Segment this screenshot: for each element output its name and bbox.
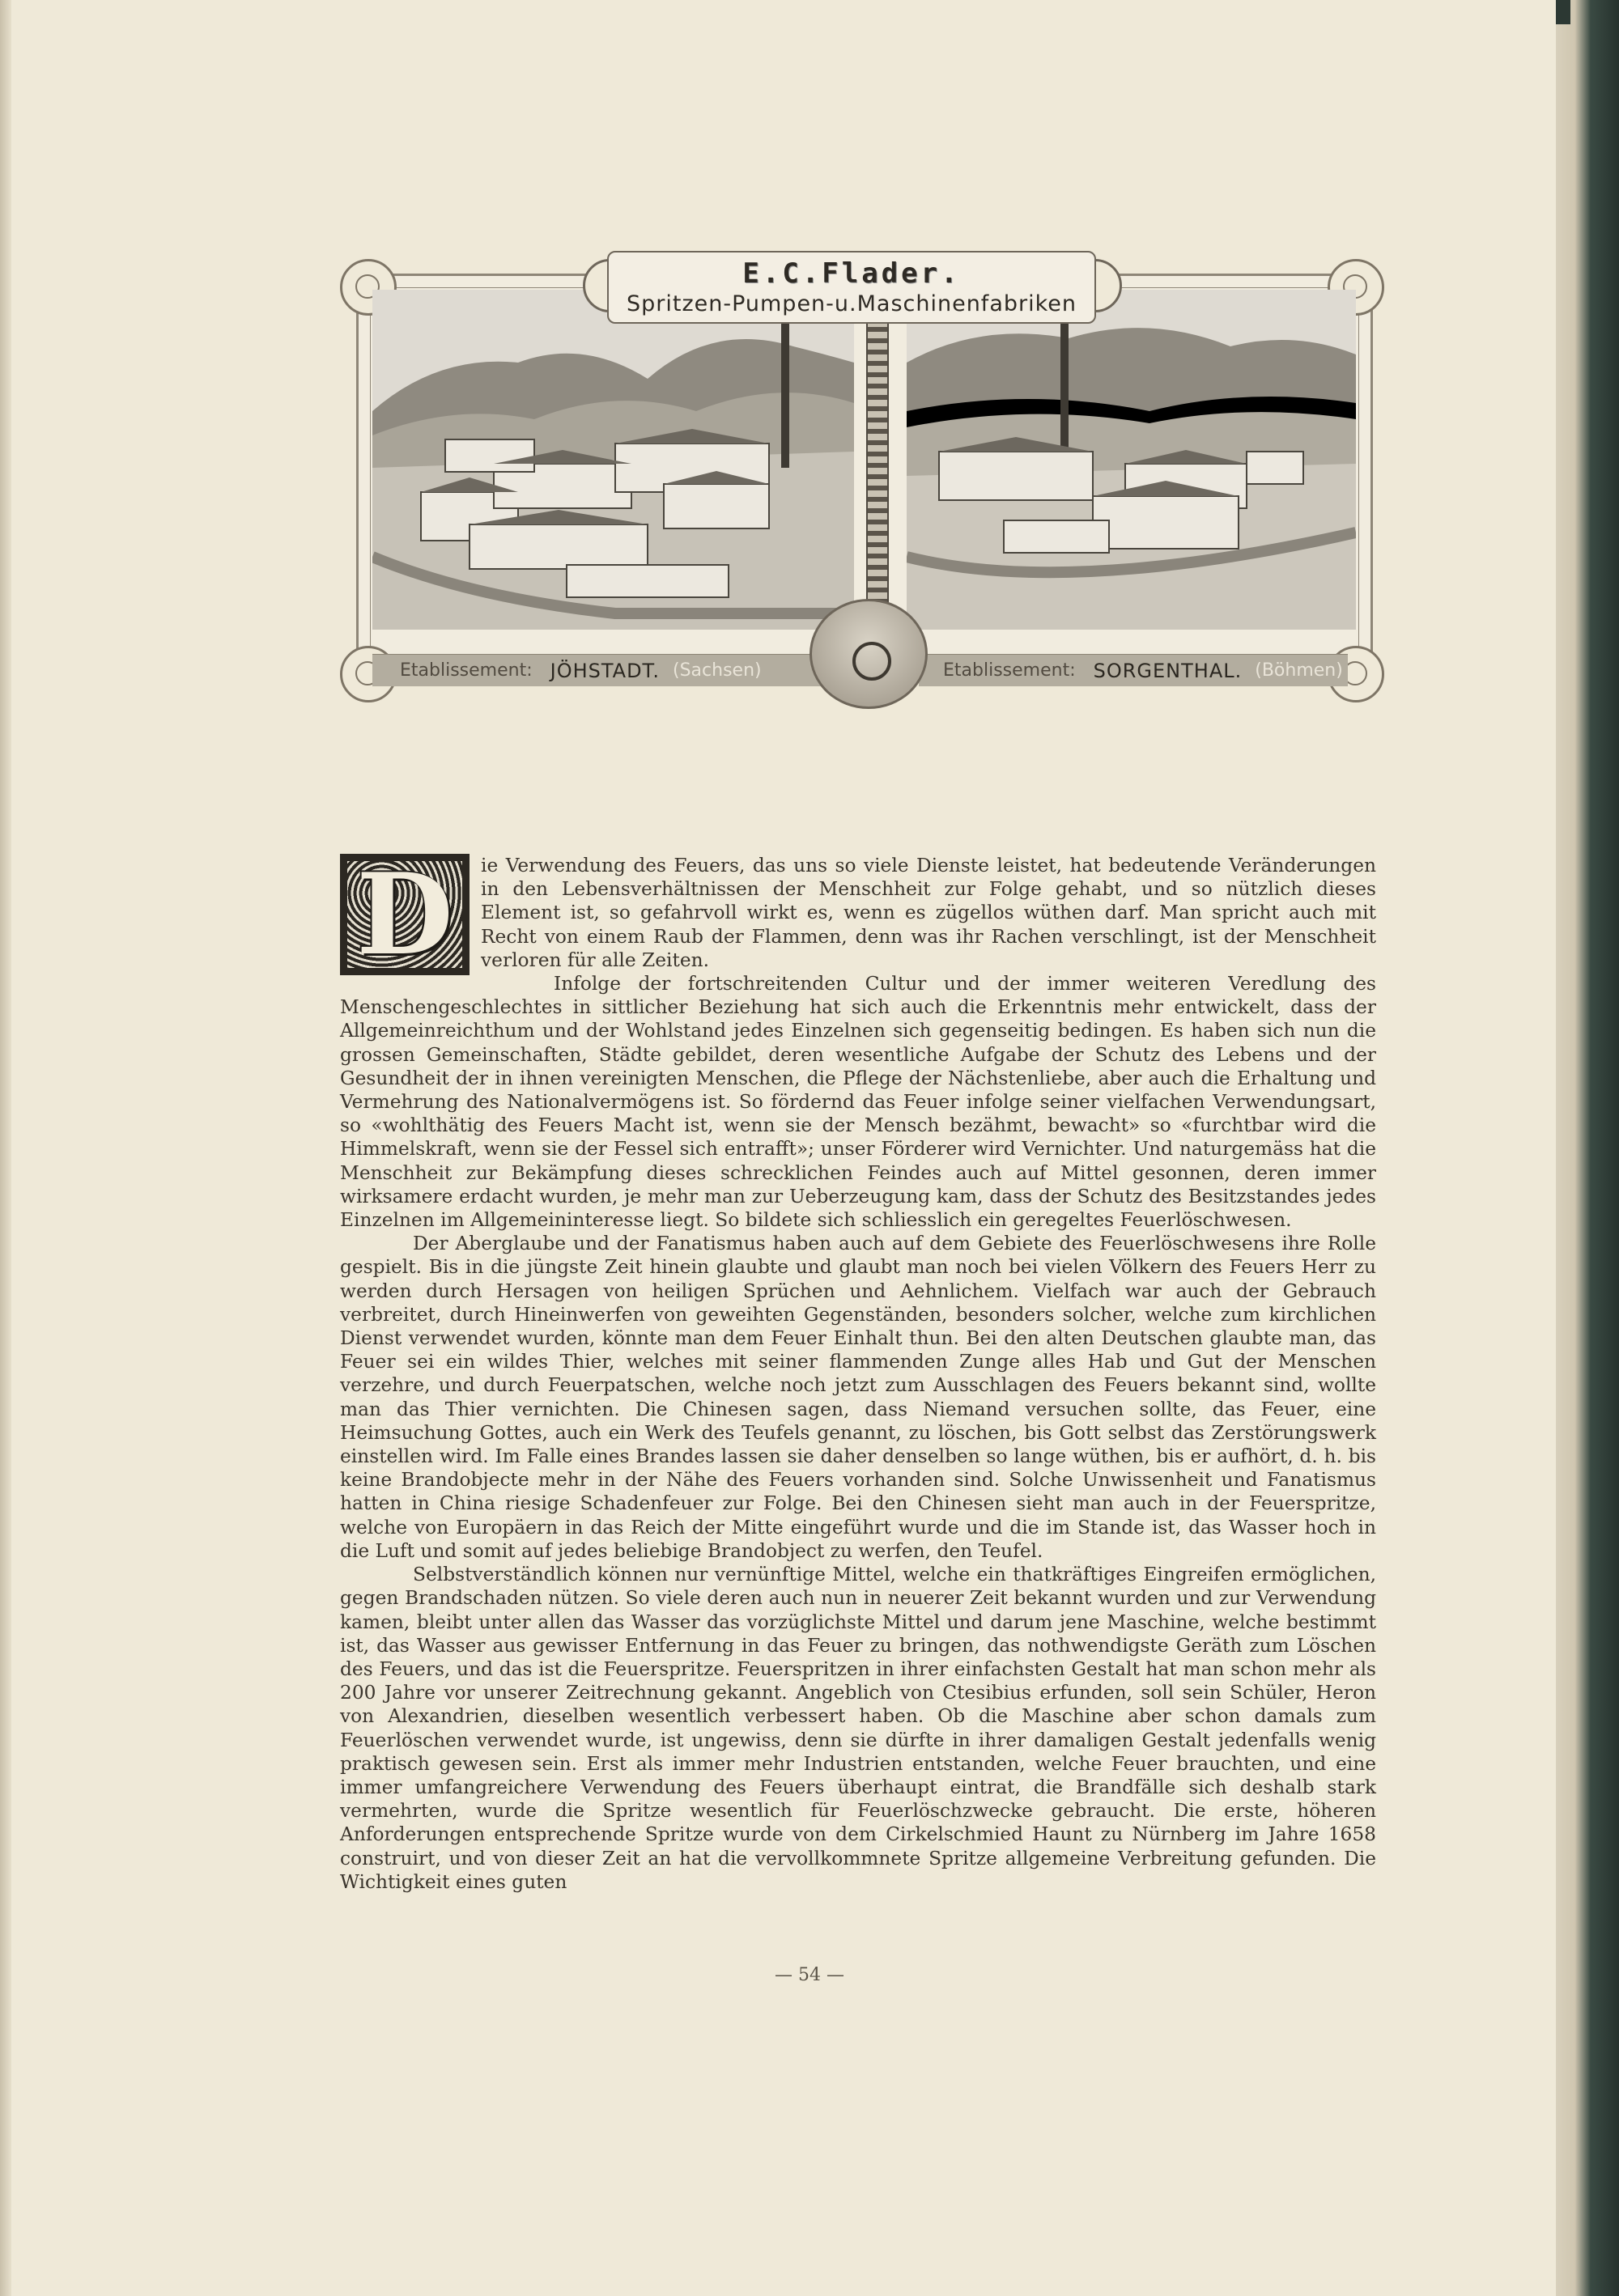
- paragraph: ie Verwendung des Feuers, das uns so viele Dienste leistet, hat bedeutende Veränderungen in den Lebensverhältnissen der Menschheit zur Folge gehabt, und so nützlich dieses Element ist, so gefahrvoll wirkt es, wenn es zügellos wüthen darf. Man spricht auch mit Recht von einem Raub der Flammen, denn was ihr Rachen verschlingt, ist der Menschheit verloren für alle Zeiten.: [481, 855, 1376, 971]
- page-number: — 54 —: [775, 1965, 844, 1985]
- caption-place: SORGENTHAL.: [1093, 659, 1243, 682]
- caption-region: (Sachsen): [673, 660, 762, 681]
- fire-pump-medallion-icon: [810, 599, 928, 709]
- caption-johstadt: [372, 654, 822, 686]
- company-name: E.C.Flader.: [742, 257, 961, 290]
- book-spine-edge: [0, 0, 11, 2296]
- article-text: [340, 848, 1376, 1894]
- caption-place: JÖHSTADT.: [550, 659, 660, 682]
- factory-illustration: [340, 235, 1384, 712]
- fire-ladder-pole: [866, 316, 889, 615]
- johstadt-factory-engraving: [372, 290, 854, 630]
- paragraph: Der Aberglaube und der Fanatismus haben auch auf dem Gebiete des Feuerlöschwesens ihre Rolle gespielt. Bis in die jüngste Zeit hinein glaubte und glaubt man noch bei vielen Völkern des Feuers Herr zu werden durch Hersagen von heiligen Sprüchen und Aehnlichem. Vielfach war auch der Gebrauch verbreitet, durch Hineinwerfen von geweihten Gegenständen, besonders solcher, welche zum kirchlichen Dienst verwendet wurden, könnte man dem Feuer Einhalt thun. Bei den alten Deutschen glaubte man, das Feuer sei ein wildes Thier, welches mit seiner flammenden Zunge alles Hab und Gut der Menschen verzehre, und durch Feuerpatschen, welche noch jetzt zum Ausschlagen des Feuers bekannt sind, wollte man das Thier vernichten. Die Chinesen sagen, dass Niemand versuchen sollte, das Feuer, eine Heimsuchung Gottes, auch ein Werk des Teufels genannt, zu löschen, bis Gott selbst das Zerstörungswerk einstellen wird. Im Falle eines Brandes lassen sie daher denselben so lange wüthen, bis er aufhört, d. h. bis keine Brandobjecte mehr in der Nähe des Feuers vorhanden sind. Solche Unwissenheit und Fanatismus hatten in China riesige Schadenfeuer zur Folge. Bei den Chinesen sieht man auch in der Feuerspritze, welche von Europäern in das Reich der Mitte eingeführt wurde und die im Stande ist, das Wasser hoch in die Luft und somit auf jedes beliebige Brandobject zu werfen, den Teufel.: [340, 1233, 1376, 1562]
- book-cover-edge: [1556, 0, 1619, 2296]
- paragraph: Infolge der fortschreitenden Cultur und der immer weiteren Veredlung des Menschengeschlechtes in sittlicher Beziehung hat sich auch die Erkenntnis mehr entwickelt, dass der Allgemeinreichthum und der Wohlstand jedes Einzelnen sich gegenseitig bedingen. Es haben sich nun die grossen Gemeinschaften, Städte gebildet, deren wesentliche Aufgabe der Schutz des Lebens und der Gesundheit der in ihnen vereinigten Menschen, die Pflege der Nächstenliebe, aber auch die Erhaltung und Vermehrung des Nationalvermögens ist. So fördernd das Feuer infolge seiner vielfachen Verwendungsart, so «wohlthätig des Feuers Macht ist, wenn sie der Mensch bezähmt, bewacht» so «furchtbar wird die Himmelskraft, wenn sie der Fessel sich entrafft»; unser Förderer wird Vernichter. Und naturgemäss hat die Menschheit zur Bekämpfung dieses schrecklichen Feindes auch auf Mittel gesonnen, deren immer wirksamere erdacht wurden, je mehr man zur Ueberzeugung kam, dass der Schutz des Besitzstandes jedes Einzelnen im Allgemeininteresse liegt. So bildete sich schliesslich ein geregeltes Feuerlöschwesen.: [340, 973, 1376, 1232]
- company-cartouche: [607, 251, 1096, 324]
- initial-letter: D: [356, 848, 453, 980]
- cover-corner: [1556, 0, 1570, 24]
- caption-label: Etablissement:: [943, 660, 1076, 681]
- paragraph: Selbstverständlich können nur vernünftige Mittel, welche ein thatkräftiges Eingreifen ermöglichen, gegen Brandschaden nützen. So viele deren auch nun in neuerer Zeit bekannt wurden und zur Verwendung kamen, bleibt unter allen das Wasser das vorzüglichste Mittel und darum jene Maschine, welche bestimmt ist, das Wasser aus gewisser Entfernung in das Feuer zu bringen, das nothwendigste Geräth zum Löschen des Feuers, und das ist die Feuerspritze. Feuerspritzen in ihrer einfachsten Gestalt hat man schon mehr als 200 Jahre vor unserer Zeitrechnung gekannt. Angeblich von Ctesibius erfunden, soll sein Schüler, Heron von Alexandrien, dieselben wesentlich verbessert haben. Ob die Maschine aber schon damals zum Feuerlöschen verwendet wurde, ist ungewiss, denn sie dürfte in ihrer damaligen Gestalt jedenfalls wenig praktisch gewesen sein. Erst als immer mehr Industrien entstanden, welche Feuer brauchten, und eine immer umfangreichere Verwendung des Feuers überhaupt eintrat, die Brandfälle sich deshalb stark vermehrten, wurde die Spritze wesentlich für Feuerlöschzwecke gebraucht. Die erste, höheren Anforderungen entsprechende Spritze wurde von dem Cirkelschmied Haunt zu Nürnberg im Jahre 1658 construirt, und von dieser Zeit an hat die vervollkommnete Spritze allgemeine Verbreitung gefunden. Die Wichtigkeit eines guten: [340, 1564, 1376, 1893]
- caption-sorgenthal: [919, 654, 1348, 686]
- decorated-initial: [340, 848, 470, 980]
- caption-region: (Böhmen): [1255, 660, 1343, 681]
- sorgenthal-factory-engraving: [907, 290, 1356, 630]
- caption-label: Etablissement:: [400, 660, 533, 681]
- company-subtitle: Spritzen-Pumpen-u.Maschinenfabriken: [626, 291, 1077, 316]
